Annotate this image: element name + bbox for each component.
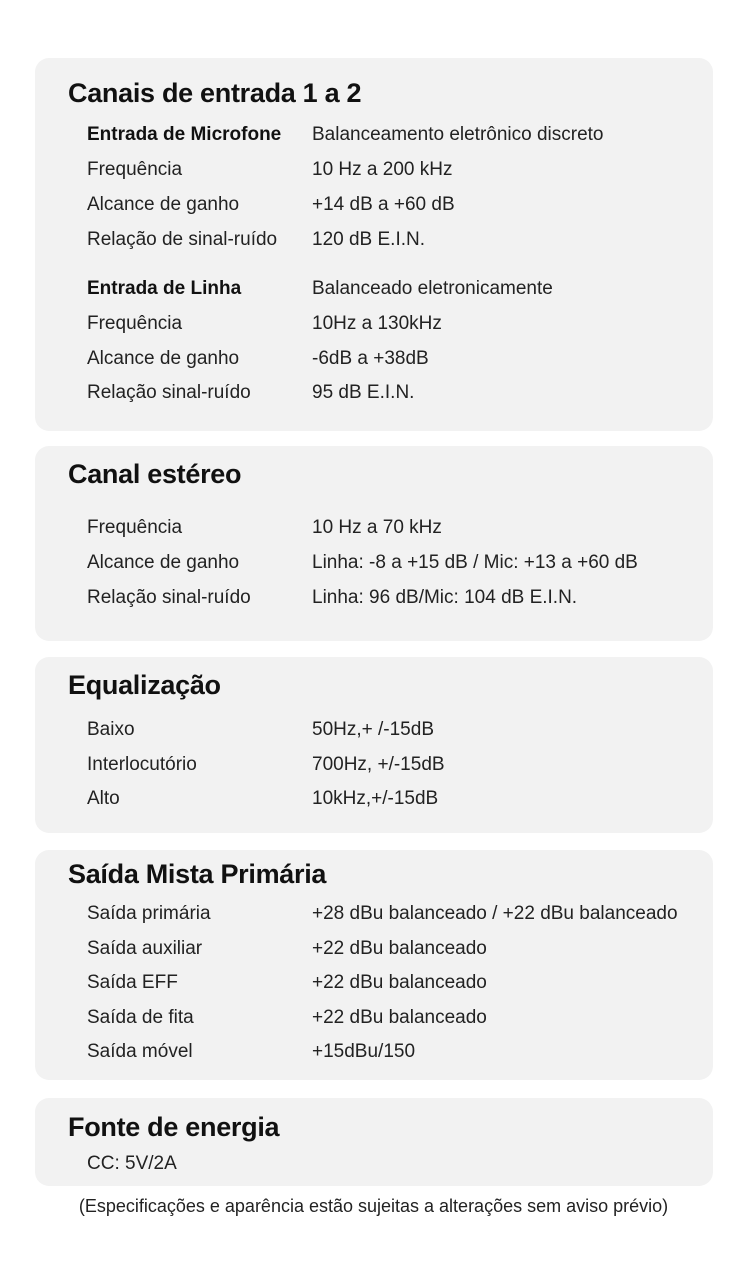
spec-value: +22 dBu balanceado [312,938,487,959]
spec-label: Saída de fita [87,1007,194,1028]
spec-label: Relação sinal-ruído [87,587,251,608]
spec-label: Entrada de Linha [87,278,242,299]
spec-label: Entrada de Microfone [87,124,282,145]
spec-row [87,225,703,255]
spec-value: -6dB a +38dB [312,348,429,369]
spec-row [87,155,703,185]
spec-row [87,120,703,150]
spec-row [87,309,703,339]
spec-value: 10Hz a 130kHz [312,313,442,334]
spec-label: Saída primária [87,903,211,924]
spec-row [87,274,703,304]
spec-value: 95 dB E.I.N. [312,382,415,403]
spec-label: Alcance de ganho [87,194,240,215]
spec-label: Baixo [87,719,135,740]
spec-row [87,750,703,780]
section-power-supply [35,1098,713,1186]
spec-row [87,378,703,408]
spec-label: Saída auxiliar [87,938,203,959]
spec-row [87,934,703,964]
spec-row [87,899,703,929]
section-title: Canais de entrada 1 a 2 [68,78,362,108]
spec-row [87,1037,703,1067]
spec-row [87,190,703,220]
spec-label: Alcance de ganho [87,552,240,573]
spec-value: Linha: -8 a +15 dB / Mic: +13 a +60 dB [312,552,638,573]
section-title: Saída Mista Primária [68,859,327,889]
spec-label: Interlocutório [87,754,197,775]
spec-value: 10 Hz a 200 kHz [312,159,453,180]
spec-value: 120 dB E.I.N. [312,229,426,250]
spec-value: Linha: 96 dB/Mic: 104 dB E.I.N. [312,587,578,608]
spec-value: 10 Hz a 70 kHz [312,517,442,538]
spec-value: +22 dBu balanceado [312,972,487,993]
spec-row [87,1149,703,1179]
spec-value: +14 dB a +60 dB [312,194,455,215]
spec-label: Relação sinal-ruído [87,382,251,403]
section-primary-mix-output [35,850,713,1080]
spec-row [87,1003,703,1033]
spec-row [87,715,703,745]
spec-label: Frequência [87,313,183,334]
spec-value: +22 dBu balanceado [312,1007,487,1028]
spec-row [87,513,703,543]
section-input-channels [35,58,713,431]
spec-value: 700Hz, +/-15dB [312,754,445,775]
spec-label: Frequência [87,159,183,180]
section-title: Equalização [68,670,221,700]
spec-value: +15dBu/150 [312,1041,416,1062]
disclaimer-footnote: (Especificações e aparência estão sujeitas a alterações sem aviso prévio) [78,1196,669,1216]
spec-value: +28 dBu balanceado / +22 dBu balanceado [312,903,678,924]
spec-label: Relação de sinal-ruído [87,229,278,250]
spec-value: 10kHz,+/-15dB [312,788,439,809]
spec-row [87,968,703,998]
section-stereo-channel [35,446,713,641]
spec-label: Saída móvel [87,1041,193,1062]
section-title: Fonte de energia [68,1112,280,1142]
section-equalization [35,657,713,833]
spec-label: Alcance de ganho [87,348,240,369]
spec-row [87,583,703,613]
spec-value: 50Hz,+ /-15dB [312,719,434,740]
section-title: Canal estéreo [68,459,242,489]
spec-label: Saída EFF [87,972,178,993]
spec-value: Balanceamento eletrônico discreto [312,124,604,145]
spec-row [87,344,703,374]
spec-label: Alto [87,788,120,809]
spec-label: Frequência [87,517,183,538]
spec-row [87,548,703,578]
spec-row [87,784,703,814]
spec-label: CC: 5V/2A [87,1153,177,1174]
spec-value: Balanceado eletronicamente [312,278,553,299]
